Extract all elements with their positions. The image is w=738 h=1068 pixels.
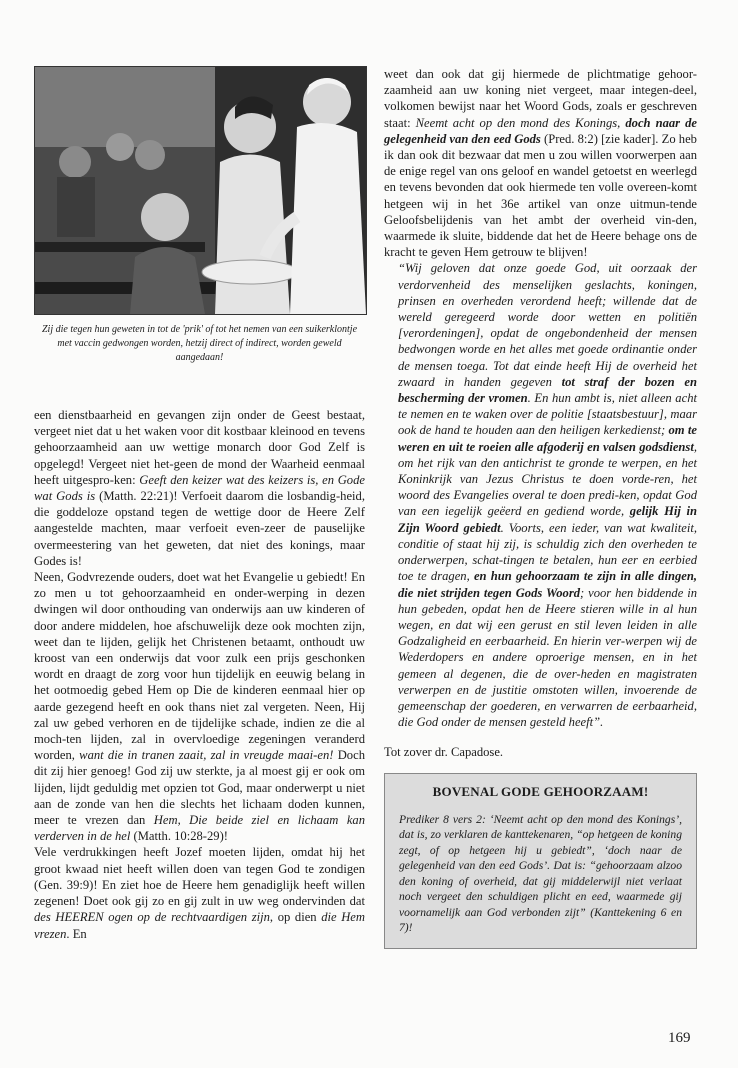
text-run: (Matth. 10:28-29)! xyxy=(130,829,228,844)
quote-emphasis: en hun gehoorzaam te zijn in alle dingen, die niet strijden tegen Gods Woord xyxy=(398,569,697,600)
quote-emphasis: gelijk Hij in Zijn Woord gebiedt xyxy=(398,504,697,535)
box-body: Prediker 8 vers 2: ‘Neemt acht op den mond des Konings’, dat is, zo verklaren de kanttekenaren, “op hetgeen de koning zegt, of op hetgeen hij u gebiedt”, ‘doch naar de gelegenheid van den eed Gods’. Dat is: “gehoorzaam alzoo den koning of overheid, dat gij middelerwijl niet verlaat noch vergeet den schuldigen plicht en eed, waarmede gij voornamelijk aan God verbonden zijt” (Kanttekening 6 en 7)! xyxy=(399,812,682,935)
confession-quote xyxy=(384,260,697,730)
text-run: , op dien xyxy=(269,910,322,925)
paragraph xyxy=(384,66,697,260)
sidebar-box xyxy=(384,773,697,949)
left-column xyxy=(34,66,365,942)
paragraph xyxy=(34,407,365,569)
quote-run: . Voorts, een ieder, van wat kwaliteit, conditie of staat hij zij, is schuldig zich den overheden te onderwerpen, schat-tingen te betalen, hun eer en eerbied toe te dragen, xyxy=(398,520,697,584)
vaccination-photo xyxy=(34,66,367,315)
right-column xyxy=(384,66,697,949)
closing-line: Tot zover dr. Capadose. xyxy=(384,745,504,760)
text-run: . En xyxy=(66,926,87,941)
quote-run: “Wij geloven dat onze goede God, uit oorzaak der verdorvenheid des menselijken geslachts, koningen, prinsen en overheden verordend heeft; willende dat de wereld geregeerd worde door wetten en politiën [verordeningen], opdat de ongebondenheid der mensen bedwongen worde en het alles met goede ordinantie onder de mensen toega. Tot dat einde heeft Hij de overheid het zwaard in handen gegeven xyxy=(398,261,697,389)
photo-caption: Zij die tegen hun geweten in tot de 'prik' of tot het nemen van een suikerklontje met vaccin gedwongen worden, hetzij direct of indirect, worden geweld aangedaan! xyxy=(41,324,358,363)
bible-quote: Neemt acht op den mond des Konings, xyxy=(415,115,626,130)
bible-quote-emphasis: doch naar de gelegenheid van den eed Gods xyxy=(384,115,697,146)
paragraph xyxy=(34,844,365,941)
right-article-text xyxy=(384,66,697,761)
bible-quote: die Hem vrezen xyxy=(34,910,365,941)
text-run: Doch dit zij hier genoeg! God zij uw sterkte, ja al moest gij er ook om lijden, lijdt geduldig met opzien tot God, maar onderwerpt u niet aan de zonde van hen die slechts het lichaam doden kunnen, meer te vrezen dan xyxy=(34,748,365,828)
bible-quote: Hem, Die beide ziel en lichaam kan verderven in de hel xyxy=(34,813,366,844)
quote-run: ; voor hen biddende in hun gebeden, opdat hen de Heere stieren wille in al hun wegen, en dat wij een gerust en stil leven leiden in alle Godzaligheid en eerbaarheid. En hierin ver-werpen wij de Wederdopers en andere oproerige mensen, en in het gemeen al degenen, die de over-heden en magistraten verwerpen en de justitie omstoten willen, invoerende de gemeenschap der goederen, en verwarren de eerbaarheid, die God onder de mensen gesteld heeft”. xyxy=(398,585,697,730)
text-run: (Pred. 8:2) [zie kader]. Zo heb ik dan ook dit bezwaar dat men u zou willen voorwerpen aan de enige regel van ons geloof en wandel getoetst en weerlegd en tevens bevonden dat ook hiermede ten volle overeen-komt hetgeen wij in het 36e artikel van onze uitmun-tende Geloofsbelijdenis van het ambt der overheid vin-den, waarmede ik sluite, biddende dat het de Heere behage ons de kracht te geven Hem getrouw te blijven! xyxy=(384,131,697,260)
text-run: een dienstbaarheid en gevangen zijn onder de Geest bestaat, vergeet niet dat u het waken voor dit kostbaar kleinood en tevens gehoorzaamheid aan uw wettige monarch door God Zelf is opgelegd! Vergeet niet het-geen de mond der Waarheid eenmaal heeft uitgespro-ken: xyxy=(34,408,365,487)
quote-emphasis: om te weren en uit te roeien alle afgoderij en valsen godsdienst xyxy=(398,423,697,454)
box-title: BOVENAL GODE GEHOORZAAM! xyxy=(432,783,649,799)
left-article-text xyxy=(34,407,365,942)
quote-emphasis: tot straf der bozen en bescherming der vromen xyxy=(398,374,697,406)
paragraph xyxy=(34,569,365,844)
bible-quote: Geeft den keizer wat des keizers is, en Gode wat Gods is xyxy=(34,472,365,504)
text-run: weet dan ook dat gij hiermede de plichtmatige gehoor-zaamheid aan uw koning niet vergeet, maar integen-deel, volkomen bewijst naar het Woord Gods, zoals er geschreven staat: xyxy=(384,67,697,130)
text-run: Vele verdrukkingen heeft Jozef moeten lijden, omdat hij het groot kwaad niet heeft willen doen van tegen God te zondigen (Gen. 39:9)! En ziet hoe de Heere hem genadiglijk heeft willen zegenen! Doet ook gij zo en gij zult in uw weg ondervinden dat xyxy=(34,845,365,909)
text-run: (Matth. 22:21)! Verfoeit daarom die losbandig-heid, die goddeloze opstand tegen de wettige door de Heere Zelf aangestelde machten, maar verfoeit even-zeer de pauselijke overmeestering van het geweten, dat niet des konings, maar Godes is! xyxy=(34,489,366,568)
quote-run: , om het rijk van den antichrist te gronde te werpen, en het Koninkrijk van Jezus Christus te doen vorde-ren, het woord des Evangelies overal te doen predi-ken, opdat God van een iegelijk geëerd en gediend worde, xyxy=(398,439,697,519)
bible-quote: des HEEREN ogen op de rechtvaardigen zijn xyxy=(34,910,270,925)
photo-illustration xyxy=(35,67,366,314)
page-number: 169 xyxy=(668,1030,691,1046)
quote-run: . En hun ambt is, niet alleen acht te nemen en te waken over de politie [staatsbestuur], maar ook de hand te houden aan den heiligen kerkedienst; xyxy=(398,391,697,438)
bible-quote: want die in tranen zaait, zal in vreugde maai-en! xyxy=(79,748,334,763)
text-run: Neen, Godvrezende ouders, doet wat het Evangelie u gebiedt! En zo men u tot gehoorzaamheid en onder-werping in dezen dwingen wil door onthouding van onderwijs aan uw kinderen of door andere middelen, hoe afschuwelijk deze ook mochten zijn, weet dan te lijden, gelijk het Christenen betaamt, onthoudt uw kroost van een onderwijs dat voor zulk een prijs geschonken wordt en draagt de zorg voor hun tijdelijk en eeuwig belang in het ootmoedig gebed Hem op Die de kinderen eenmaal hier op aarde gezegend heeft en ook thans niet zal vergeten. Neen, Hij zal uw gebed verhoren en de tijdelijke schade, indien ze die al moch-ten lijden, zal in overvloedige zegeningen veranderd worden, xyxy=(34,570,365,763)
